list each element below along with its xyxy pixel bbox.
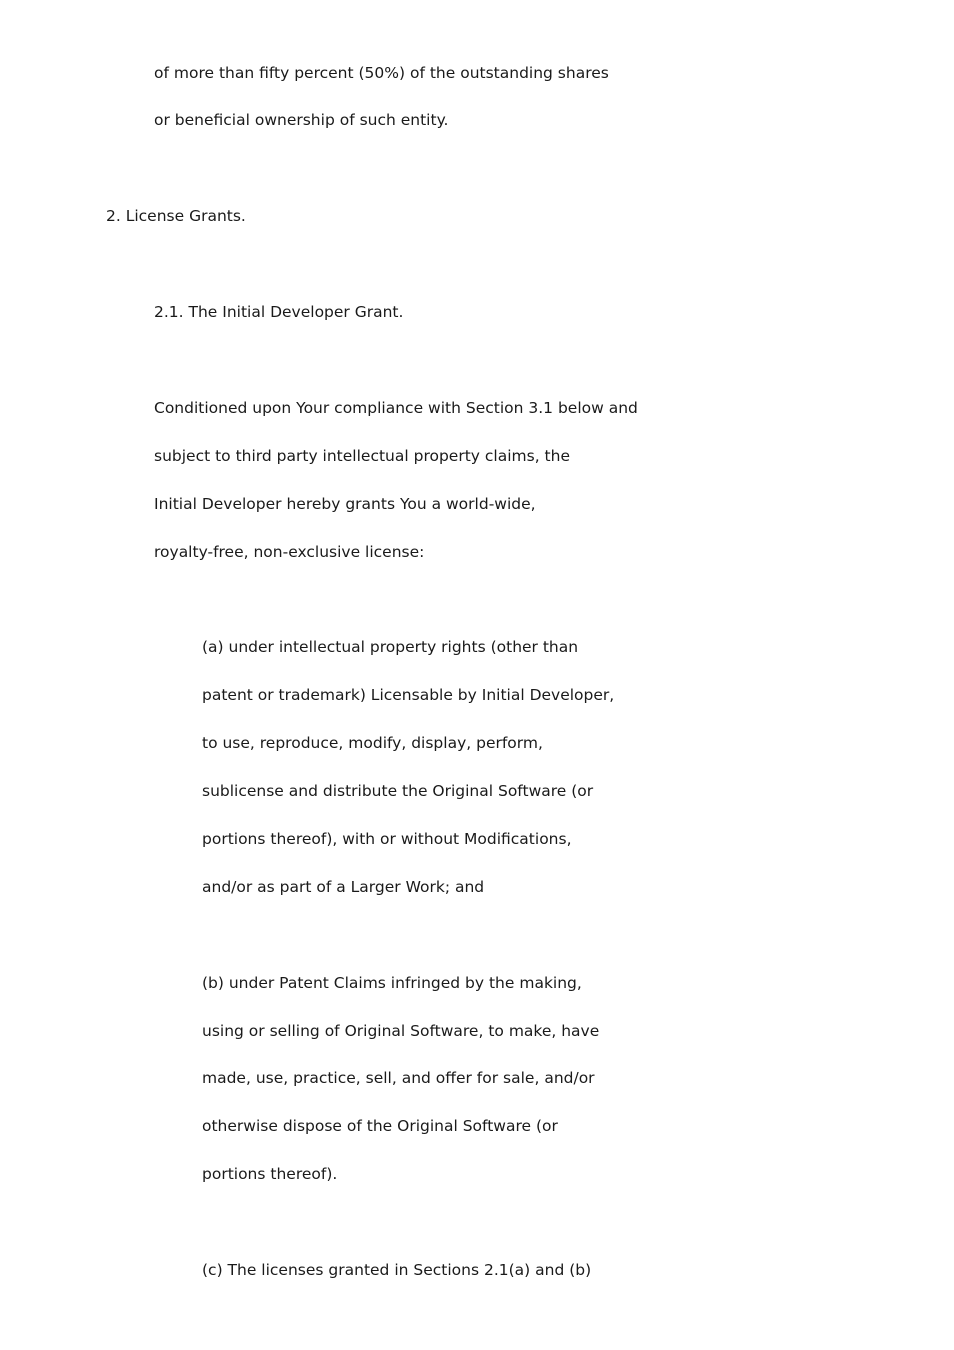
continuation-line: of more than fifty percent (50%) of the outstanding shares (154, 64, 609, 82)
subsection-heading: 2.1. The Initial Developer Grant. (154, 303, 404, 321)
clause-b-line: (b) under Patent Claims infringed by the making, (202, 974, 582, 992)
clause-c-line: (c) The licenses granted in Sections 2.1(a) and (b) (202, 1261, 592, 1279)
clause-a-line: portions thereof), with or without Modifications, (202, 830, 572, 848)
clause-b-line: otherwise dispose of the Original Software (or (202, 1117, 558, 1135)
intro-paragraph-line: subject to third party intellectual property claims, the (154, 447, 570, 465)
clause-a-line: to use, reproduce, modify, display, perform, (202, 734, 543, 752)
intro-paragraph-line: royalty-free, non-exclusive license: (154, 543, 425, 561)
intro-paragraph-line: Initial Developer hereby grants You a world-wide, (154, 495, 536, 513)
clause-a-line: and/or as part of a Larger Work; and (202, 878, 485, 896)
intro-paragraph-line: Conditioned upon Your compliance with Section 3.1 below and (154, 399, 638, 417)
clause-a-line: (a) under intellectual property rights (other than (202, 638, 579, 656)
clause-a-line: patent or trademark) Licensable by Initial Developer, (202, 686, 615, 704)
continuation-line: or beneficial ownership of such entity. (154, 111, 449, 129)
clause-a-line: sublicense and distribute the Original Software (or (202, 782, 594, 800)
clause-b-line: made, use, practice, sell, and offer for sale, and/or (202, 1069, 595, 1087)
clause-b-line: using or selling of Original Software, to make, have (202, 1022, 600, 1040)
clause-b-line: portions thereof). (202, 1165, 338, 1183)
section-heading: 2. License Grants. (106, 207, 246, 225)
